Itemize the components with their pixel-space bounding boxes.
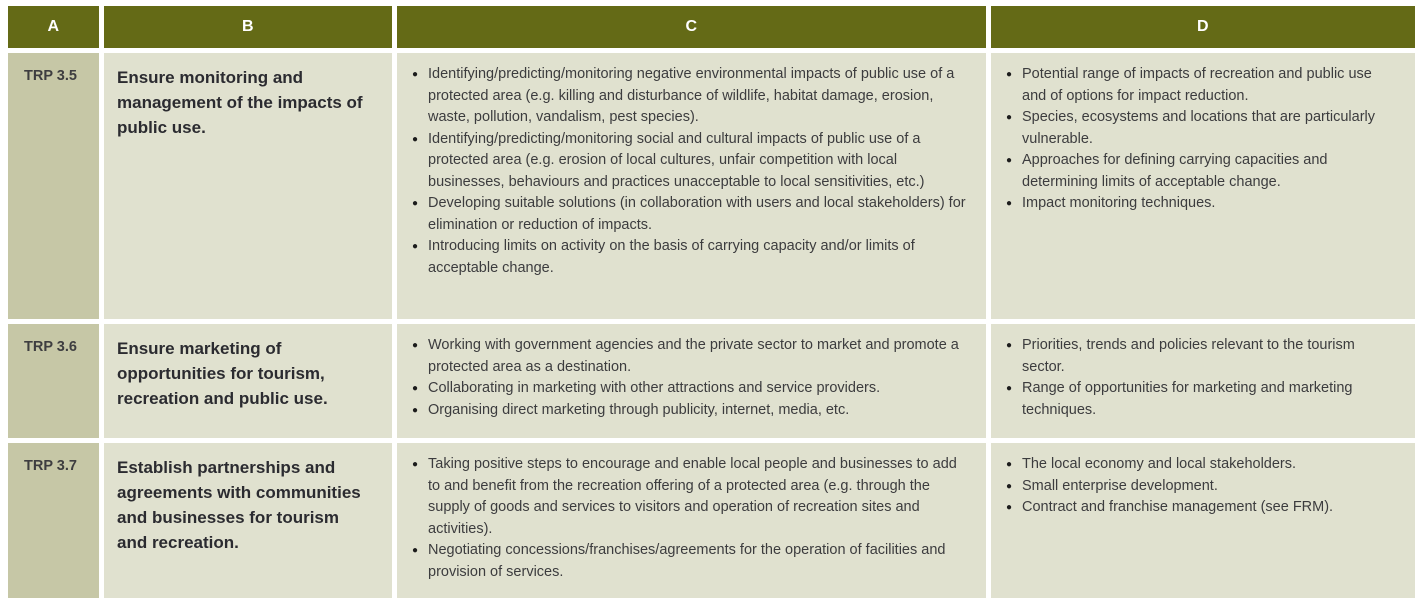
bullet-item: ● Species, ecosystems and locations that are particularly vulnerable. (1005, 107, 1399, 150)
bullet-item: ● Impact monitoring techniques. (1005, 193, 1399, 215)
bullet-item: ● Priorities, trends and policies relevant to the tourism sector. (1005, 335, 1399, 378)
bullet-item: ● Small enterprise development. (1005, 476, 1399, 498)
skills-list (411, 64, 970, 279)
knowledge-cell (991, 443, 1415, 598)
bullet-item: ● Working with government agencies and the private sector to market and promote a protected area as a destination. (411, 335, 970, 378)
competence-cell: Establish partnerships and agreements with communities and businesses for tourism and recreation. (104, 443, 392, 598)
bullet-item: ● Identifying/predicting/monitoring social and cultural impacts of public use of a protected area (e.g. erosion of local cultures, unfair competition with local businesses, behaviours and practices unacceptable to local sensitivities, etc.) (411, 129, 970, 194)
knowledge-list (1005, 335, 1399, 421)
column-header-d: D (991, 6, 1415, 48)
skills-cell (397, 324, 986, 438)
row-code-cell: TRP 3.6 (8, 324, 99, 438)
bullet-item: ● Collaborating in marketing with other attractions and service providers. (411, 378, 970, 400)
skills-cell (397, 53, 986, 319)
competence-cell: Ensure monitoring and management of the impacts of public use. (104, 53, 392, 319)
bullet-item: ● Range of opportunities for marketing and marketing techniques. (1005, 378, 1399, 421)
bullet-item: ● Identifying/predicting/monitoring negative environmental impacts of public use of a protected area (e.g. killing and disturbance of wildlife, habitat damage, erosion, waste, pollution, vandalism, pest species). (411, 64, 970, 129)
column-header-c: C (397, 6, 986, 48)
bullet-item: ● Approaches for defining carrying capacities and determining limits of acceptable change. (1005, 150, 1399, 193)
skills-list (411, 454, 970, 583)
row-code-cell: TRP 3.5 (8, 53, 99, 319)
bullet-item: ● Contract and franchise management (see FRM). (1005, 497, 1399, 519)
knowledge-list (1005, 64, 1399, 215)
bullet-item: ● Introducing limits on activity on the basis of carrying capacity and/or limits of acceptable change. (411, 236, 970, 279)
bullet-item: ● Developing suitable solutions (in collaboration with users and local stakeholders) for elimination or reduction of impacts. (411, 193, 970, 236)
bullet-item: ● The local economy and local stakeholders. (1005, 454, 1399, 476)
column-header-a: A (8, 6, 99, 48)
knowledge-cell (991, 53, 1415, 319)
bullet-item: ● Potential range of impacts of recreation and public use and of options for impact reduction. (1005, 64, 1399, 107)
bullet-item: ● Negotiating concessions/franchises/agreements for the operation of facilities and provision of services. (411, 540, 970, 583)
knowledge-list (1005, 454, 1399, 519)
skills-list (411, 335, 970, 421)
bullet-item: ● Organising direct marketing through publicity, internet, media, etc. (411, 400, 970, 422)
knowledge-cell (991, 324, 1415, 438)
skills-cell (397, 443, 986, 598)
column-header-b: B (104, 6, 392, 48)
bullet-item: ● Taking positive steps to encourage and enable local people and businesses to add to and benefit from the recreation offering of a protected area (e.g. through the supply of goods and services to visitors and operation of recreation sites and activities). (411, 454, 970, 540)
competence-cell: Ensure marketing of opportunities for tourism, recreation and public use. (104, 324, 392, 438)
row-code-cell: TRP 3.7 (8, 443, 99, 598)
